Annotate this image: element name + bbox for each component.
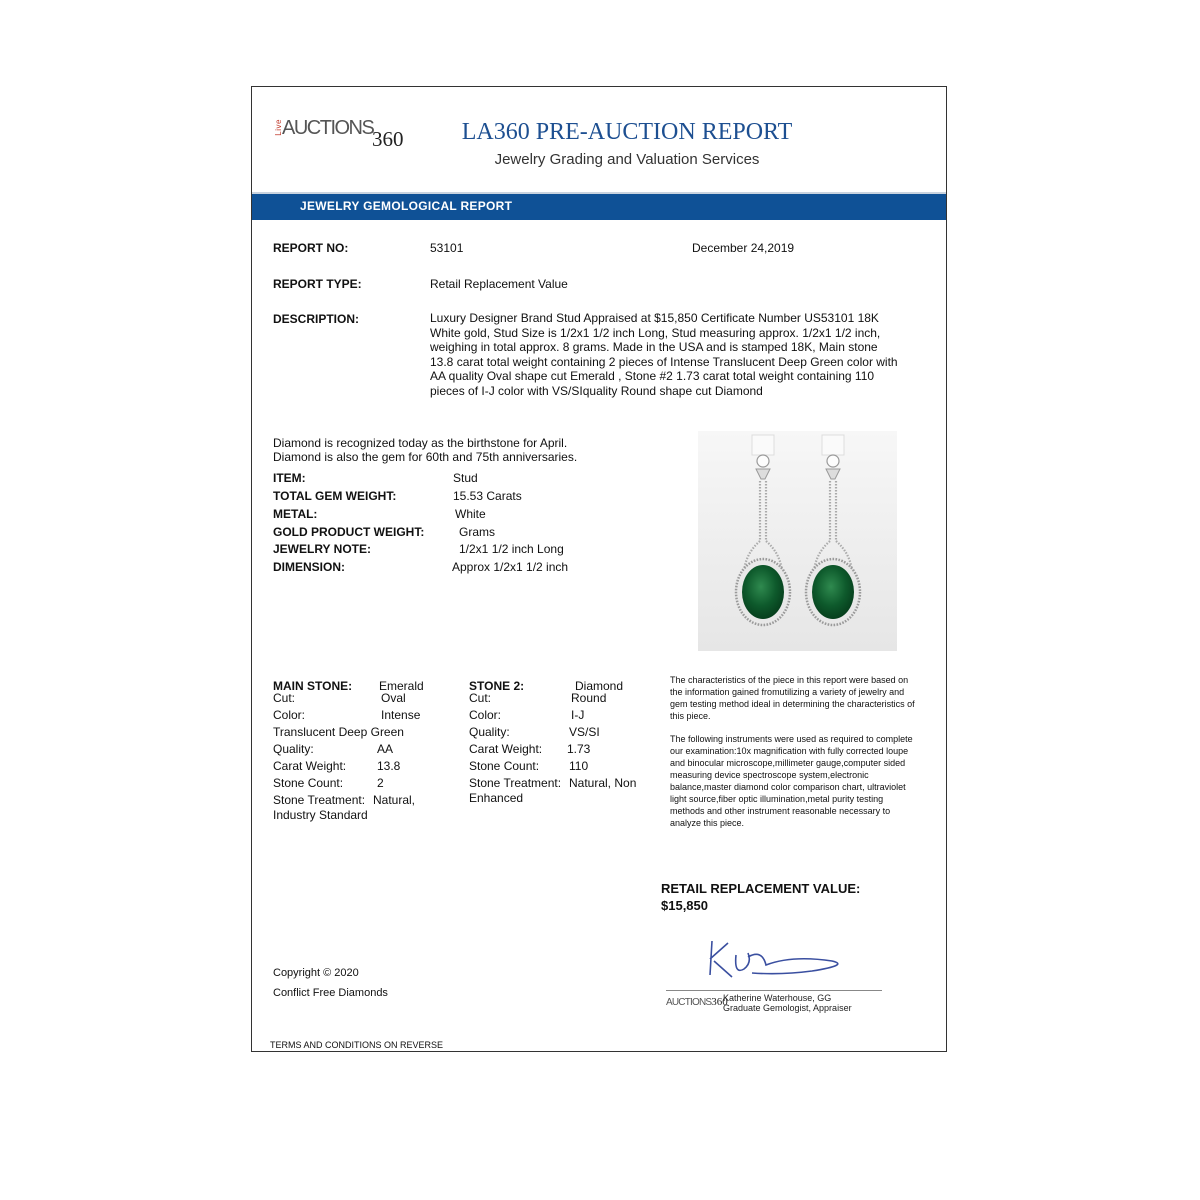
report-subtitle: Jewelry Grading and Valuation Services — [494, 151, 760, 168]
characteristics-note: The characteristics of the piece in this report were based on the information gained fromutilizing a variety of jewelry and gem testing method ideal in determining the characteristics of this piece. — [670, 675, 915, 721]
main-treatment-label: Stone Treatment: — [273, 793, 366, 807]
item-label: ITEM: — [273, 471, 306, 485]
birthstone-line-2: Diamond is also the gem for 60th and 75th anniversaries. — [273, 450, 578, 464]
stone2-quality-value: VS/SI — [569, 725, 600, 739]
item-value: Stud — [453, 471, 478, 485]
instruments-note: The following instruments were used as required to complete our examination:10x magnification with fully corrected loupe and binocular microscope,millimeter gauge,computer sided measuring device spectroscope system,electronic balance,master diamond color comparison chart, ultraviolet light source,fiber optic illumination,metal purity testing methods and other instrument reasonable necessary to analyze this piece. — [670, 734, 913, 828]
report-type-label: REPORT TYPE: — [273, 277, 362, 291]
logo-auctions-text: AUCTIONS — [282, 117, 374, 139]
metal-value: White — [455, 507, 486, 521]
stone2-treatment-value: Natural, Non — [569, 776, 637, 790]
main-carat-label: Carat Weight: — [273, 759, 347, 773]
dimension-value: Approx 1/2x1 1/2 inch — [452, 560, 569, 574]
appraiser-info — [723, 993, 852, 1013]
signature-logo — [666, 996, 728, 1008]
main-treatment-continued: Industry Standard — [273, 808, 368, 822]
jewelry-note-label: JEWELRY NOTE: — [273, 542, 372, 556]
retail-value-amount: $15,850 — [661, 898, 708, 913]
stone2-cut-value: Round — [571, 691, 607, 705]
stone2-treatment-continued: Enhanced — [469, 791, 524, 805]
main-stone-type: Emerald — [379, 679, 424, 693]
main-quality-value: AA — [377, 742, 394, 756]
terms-notice: TERMS AND CONDITIONS ON REVERSE — [270, 1040, 444, 1050]
main-count-value: 2 — [377, 776, 384, 790]
report-date: December 24,2019 — [692, 241, 795, 255]
main-cut-value: Oval — [381, 691, 406, 705]
copyright-text: Copyright © 2020 — [273, 967, 359, 979]
earrings-photo — [698, 431, 897, 651]
main-treatment-value: Natural, — [373, 793, 416, 807]
main-count-label: Stone Count: — [273, 776, 344, 790]
signature-logo-text: AUCTIONS — [666, 997, 712, 1008]
description-text: Luxury Designer Brand Stud Appraised at $15,850 Certificate Number US53101 18K White gold, Stud Size is 1/2x1 1/2 inch Long, Stud measuring approx. 1/2x1 1/2 inch, weighing in total approx. 8 grams. Made in the USA and is stamped 18K, Main stone 13.8 carat total weight containing 2 pieces of Intense Translucent Deep Green color with AA quality Oval shape cut Emerald , Stone #2 1.73 carat total weight containing 110 pieces of I-J color with VS/SIquality Round shape cut Diamond — [430, 311, 898, 398]
gold-weight-label: GOLD PRODUCT WEIGHT: — [273, 525, 425, 539]
retail-value-block — [661, 880, 860, 914]
main-color-continued: Translucent Deep Green — [273, 725, 404, 739]
stone2-color-label: Color: — [469, 708, 502, 722]
stone2-quality-label: Quality: — [469, 725, 510, 739]
main-color-label: Color: — [273, 708, 306, 722]
signature-line — [666, 990, 882, 991]
metal-label: METAL: — [273, 507, 318, 521]
report-title: LA360 PRE-AUCTION REPORT — [461, 119, 793, 145]
stone2-count-value: 110 — [569, 759, 589, 773]
conflict-free-text: Conflict Free Diamonds — [273, 987, 388, 999]
gold-weight-value: Grams — [459, 525, 495, 539]
appraiser-signature — [692, 935, 882, 995]
main-color-value: Intense — [381, 708, 421, 722]
banner-label: JEWELRY GEMOLOGICAL REPORT — [300, 199, 513, 213]
main-carat-value: 13.8 — [377, 759, 401, 773]
dimension-label: DIMENSION: — [273, 560, 345, 574]
stone2-type: Diamond — [575, 679, 624, 693]
total-gem-weight-value: 15.53 Carats — [453, 489, 522, 503]
stone2-carat-label: Carat Weight: — [469, 742, 543, 756]
stone2-carat-value: 1.73 — [567, 742, 591, 756]
emerald-earrings-image — [698, 431, 897, 651]
stone2-count-label: Stone Count: — [469, 759, 540, 773]
description-label: DESCRIPTION: — [273, 312, 360, 326]
signature-logo-number: 360 — [711, 996, 728, 1008]
stone2-color-value: I-J — [571, 708, 585, 722]
jewelry-note-value: 1/2x1 1/2 inch Long — [459, 542, 564, 556]
appraiser-name: Katherine Waterhouse, GG — [723, 993, 832, 1003]
report-document — [251, 86, 947, 1052]
main-cut-label: Cut: — [273, 691, 296, 705]
section-banner — [252, 192, 946, 220]
main-quality-label: Quality: — [273, 742, 314, 756]
retail-value-label: RETAIL REPLACEMENT VALUE: — [661, 881, 861, 896]
stone2-treatment-label: Stone Treatment: — [469, 776, 562, 790]
report-no-value: 53101 — [430, 241, 464, 255]
total-gem-weight-label: TOTAL GEM WEIGHT: — [273, 489, 397, 503]
main-stone-heading: MAIN STONE: — [273, 679, 353, 693]
birthstone-note — [273, 436, 577, 464]
logo-number: 360 — [372, 127, 404, 151]
appraiser-title: Graduate Gemologist, Appraiser — [723, 1003, 852, 1013]
report-type-value: Retail Replacement Value — [430, 277, 568, 291]
stone2-heading: STONE 2: — [469, 679, 525, 693]
auctions360-logo — [274, 115, 434, 155]
birthstone-line-1: Diamond is recognized today as the birthstone for April. — [273, 436, 568, 450]
stone2-cut-label: Cut: — [469, 691, 492, 705]
report-no-label: REPORT NO: — [273, 241, 349, 255]
logo-live-text: Live — [274, 119, 283, 136]
